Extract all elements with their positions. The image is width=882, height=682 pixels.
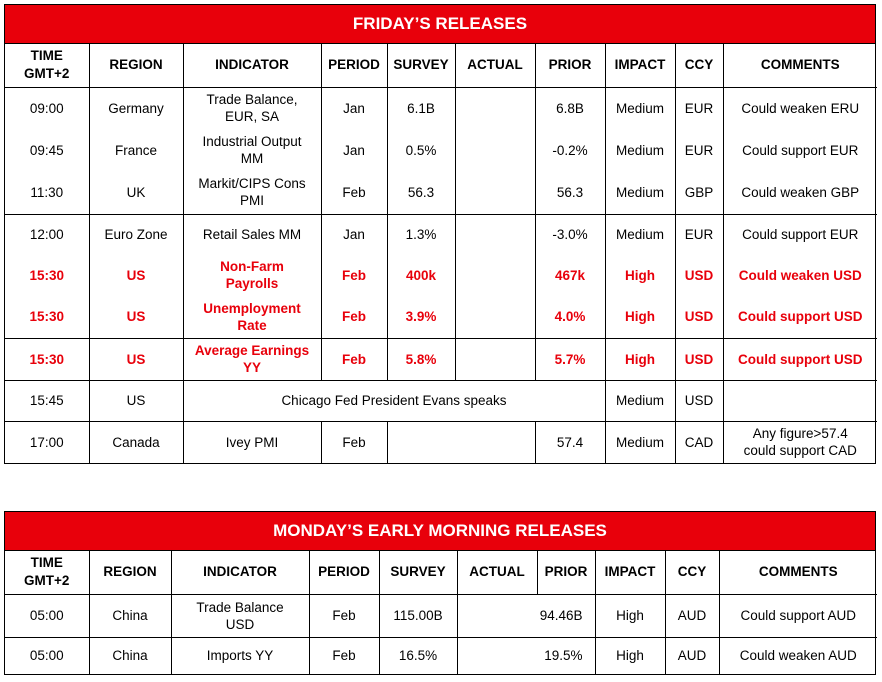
header-time-label: TIME GMT+2 (24, 48, 70, 82)
cell-period: Feb (309, 594, 379, 637)
header-impact: IMPACT (595, 551, 665, 594)
cell-impact: Medium (605, 421, 675, 463)
cell-time: 11:30 (5, 171, 89, 214)
cell-ccy: EUR (675, 129, 723, 171)
cell-impact: Medium (605, 214, 675, 254)
cell-prior: 19.5% (544, 648, 583, 664)
cell-indicator: Non-Farm Payrolls (183, 254, 321, 296)
cell-prior: 6.8B (535, 87, 605, 129)
cell-indicator: Imports YY (171, 637, 309, 674)
cell-impact: High (605, 296, 675, 338)
header-survey: SURVEY (379, 551, 457, 594)
header-survey: SURVEY (387, 44, 455, 87)
header-ccy: CCY (665, 551, 719, 594)
cell-indicator: Retail Sales MM (183, 214, 321, 254)
cell-ccy: AUD (665, 594, 719, 637)
cell-period: Feb (309, 637, 379, 674)
table-row (5, 421, 877, 463)
cell-region: China (89, 637, 171, 674)
cell-survey: 115.00B (379, 594, 457, 637)
cell-ccy: AUD (665, 637, 719, 674)
cell-ccy: EUR (675, 87, 723, 129)
cell-period: Feb (321, 296, 387, 338)
header-indicator: INDICATOR (183, 44, 321, 87)
table-row-highlighted (5, 296, 877, 338)
cell-survey: 0.5% (387, 129, 455, 171)
cell-region: US (89, 380, 183, 421)
cell-comments (723, 380, 877, 421)
cell-period: Jan (321, 214, 387, 254)
monday-header-row (5, 551, 877, 594)
cell-comments: Could weaken AUD (719, 637, 877, 674)
cell-prior: 94.46B (539, 608, 583, 623)
cell-region: UK (89, 171, 183, 214)
cell-region: US (89, 338, 183, 380)
cell-survey: 5.8% (387, 338, 455, 380)
header-ccy: CCY (675, 44, 723, 87)
table-row (5, 214, 877, 254)
cell-actual (455, 171, 535, 214)
cell-time: 15:30 (29, 267, 65, 283)
header-prior: PRIOR (537, 551, 595, 594)
cell-ccy: USD (675, 338, 723, 380)
cell-actual (455, 87, 535, 129)
header-actual: ACTUAL (457, 551, 537, 594)
cell-prior: -0.2% (535, 129, 605, 171)
header-indicator: INDICATOR (171, 551, 309, 594)
cell-region: Canada (89, 421, 183, 463)
cell-actual-prior (457, 637, 595, 674)
header-time (5, 551, 89, 594)
cell-impact: Medium (605, 129, 675, 171)
header-region: REGION (89, 44, 183, 87)
cell-ccy: GBP (675, 171, 723, 214)
cell-impact: High (605, 338, 675, 380)
cell-actual-prior (457, 594, 595, 637)
cell-comments: Could weaken ERU (723, 87, 877, 129)
cell-comments: Could support EUR (723, 214, 877, 254)
cell-impact: High (605, 254, 675, 296)
cell-indicator: Trade Balance USD (171, 594, 309, 637)
cell-indicator: Industrial Output MM (183, 129, 321, 171)
cell-ccy: USD (675, 254, 723, 296)
cell-time: 09:00 (29, 100, 64, 116)
cell-region: US (89, 254, 183, 296)
cell-period: Jan (321, 129, 387, 171)
friday-releases-table (4, 4, 876, 464)
cell-indicator: Average Earnings YY (183, 338, 321, 380)
cell-time: 09:45 (29, 142, 64, 158)
cell-period: Feb (321, 171, 387, 214)
cell-period: Feb (321, 338, 387, 380)
cell-time: 15:45 (5, 380, 89, 421)
cell-indicator: Markit/CIPS Cons PMI (183, 171, 321, 214)
cell-indicator: Ivey PMI (183, 421, 321, 463)
cell-ccy: EUR (675, 214, 723, 254)
cell-period: Jan (321, 87, 387, 129)
cell-prior: 5.7% (535, 338, 605, 380)
table-row (5, 637, 877, 674)
cell-impact: Medium (605, 171, 675, 214)
cell-actual (455, 214, 535, 254)
header-time-label: TIME GMT+2 (24, 555, 70, 589)
cell-comments: Any figure>57.4 could support CAD (723, 421, 877, 463)
header-time (5, 44, 89, 87)
cell-speech-event: Chicago Fed President Evans speaks (183, 380, 605, 421)
cell-region: US (89, 296, 183, 338)
cell-comments: Could weaken GBP (723, 171, 877, 214)
cell-actual (455, 254, 535, 296)
cell-survey: 400k (387, 254, 455, 296)
header-comments: COMMENTS (719, 551, 877, 594)
cell-survey: 1.3% (387, 214, 455, 254)
table-row (5, 87, 877, 129)
cell-survey: 56.3 (387, 171, 455, 214)
friday-table-grid (5, 44, 877, 463)
header-prior: PRIOR (535, 44, 605, 87)
header-comments: COMMENTS (723, 44, 877, 87)
cell-impact: High (595, 637, 665, 674)
cell-time: 12:00 (29, 226, 64, 242)
cell-prior: 57.4 (535, 421, 605, 463)
cell-ccy: USD (675, 380, 723, 421)
cell-time: 05:00 (29, 648, 64, 664)
header-region: REGION (89, 551, 171, 594)
cell-time: 17:00 (29, 434, 64, 450)
table-row-highlighted (5, 254, 877, 296)
monday-releases-title: MONDAY’S EARLY MORNING RELEASES (5, 512, 875, 551)
cell-indicator: Trade Balance, EUR, SA (183, 87, 321, 129)
cell-prior: 56.3 (535, 171, 605, 214)
cell-prior: -3.0% (535, 214, 605, 254)
cell-survey-actual (387, 421, 535, 463)
cell-comments: Could support USD (723, 338, 877, 380)
cell-ccy: USD (675, 296, 723, 338)
cell-actual (455, 296, 535, 338)
friday-releases-title: FRIDAY’S RELEASES (5, 5, 875, 44)
cell-region: China (89, 594, 171, 637)
cell-survey: 6.1B (387, 87, 455, 129)
cell-comments: Could support EUR (723, 129, 877, 171)
header-actual: ACTUAL (455, 44, 535, 87)
table-row (5, 171, 877, 214)
table-row (5, 594, 877, 637)
cell-period: Feb (321, 254, 387, 296)
cell-comments: Could support USD (723, 296, 877, 338)
cell-impact: Medium (605, 380, 675, 421)
cell-impact: Medium (605, 87, 675, 129)
header-period: PERIOD (309, 551, 379, 594)
cell-survey: 16.5% (379, 637, 457, 674)
monday-table-grid (5, 551, 877, 674)
cell-comments: Could weaken USD (723, 254, 877, 296)
cell-prior: 467k (535, 254, 605, 296)
cell-survey: 3.9% (387, 296, 455, 338)
monday-releases-table (4, 511, 876, 675)
cell-period: Feb (321, 421, 387, 463)
table-row-highlighted (5, 338, 877, 380)
friday-header-row (5, 44, 877, 87)
cell-time: 05:00 (5, 594, 89, 637)
table-row (5, 129, 877, 171)
cell-impact: High (595, 594, 665, 637)
cell-region: France (89, 129, 183, 171)
cell-actual (455, 129, 535, 171)
cell-region: Germany (89, 87, 183, 129)
cell-region: Euro Zone (89, 214, 183, 254)
header-period: PERIOD (321, 44, 387, 87)
cell-time: 15:30 (5, 296, 89, 338)
cell-actual (455, 338, 535, 380)
cell-comments: Could support AUD (719, 594, 877, 637)
header-impact: IMPACT (605, 44, 675, 87)
cell-ccy: CAD (675, 421, 723, 463)
cell-indicator: Unemployment Rate (183, 296, 321, 338)
cell-prior: 4.0% (535, 296, 605, 338)
table-row-speech (5, 380, 877, 421)
cell-time: 15:30 (5, 338, 89, 380)
